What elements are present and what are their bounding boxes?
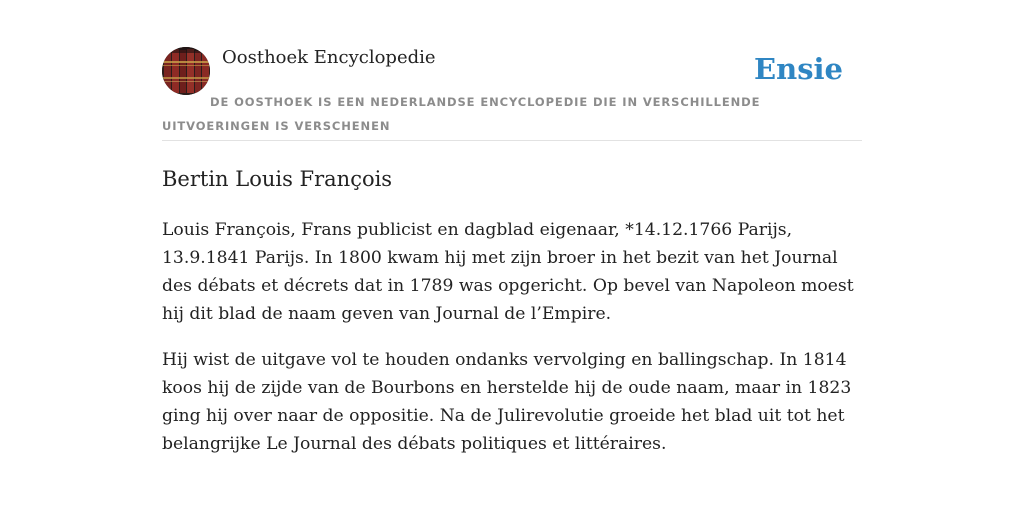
source-description: DE OOSTHOEK IS EEN NEDERLANDSE ENCYCLOPEDIE DIE IN VERSCHILLENDE UITVOERINGEN IS VERSCHENEN (162, 95, 761, 133)
article-title: Bertin Louis François (162, 167, 393, 191)
article (162, 164, 862, 454)
source-avatar[interactable] (162, 47, 210, 95)
source-title[interactable]: Oosthoek Encyclopedie (222, 47, 436, 68)
book-spines-icon (162, 47, 210, 95)
article-paragraph-1: Louis François, Frans publicist en dagblad eigenaar, *14.12.1766 Parijs, 13.9.1841 Parijs. In 1800 kwam hij met zijn broer in het bezit van het Journal des débats et décrets dat in 1789 was opgericht. Op bevel van Napoleon moest hij dit blad de naam geven van Journal de l’Empire. (162, 220, 854, 324)
ensie-logo-link[interactable]: Ensie (754, 52, 843, 86)
source-header (162, 46, 862, 141)
article-paragraph-2: Hij wist de uitgave vol te houden ondanks vervolging en ballingschap. In 1814 koos hij de zijde van de Bourbons en herstelde hij de oude naam, maar in 1823 ging hij over naar de oppositie. Na de Julirevolutie groeide het blad uit tot het belangrijke Le Journal des débats politiques et littéraires. (162, 350, 852, 454)
